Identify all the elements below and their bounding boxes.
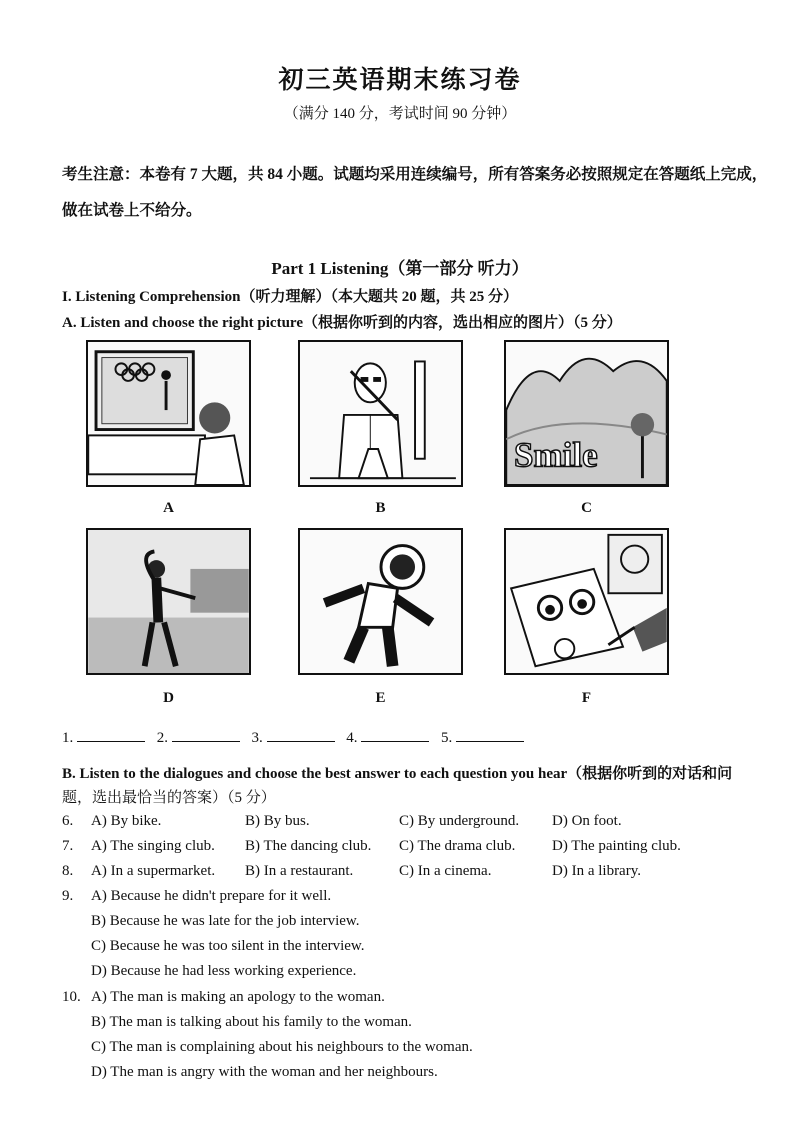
boy-exercising-icon bbox=[88, 530, 249, 673]
boy-watching-olympics-tv-icon bbox=[88, 342, 249, 485]
option: A) The singing club. bbox=[91, 838, 215, 854]
option: A) Because he didn't prepare for it well. bbox=[91, 888, 332, 904]
section-b-heading-line-1: B. Listen to the dialogues and choose the best answer to each question you hear（根据你听到的对话和问 bbox=[62, 766, 733, 782]
picture-a bbox=[86, 340, 251, 487]
part-title: Part 1 Listening（第一部分 听力） bbox=[271, 259, 529, 278]
option: B) Because he was late for the job interview. bbox=[91, 913, 360, 929]
picture-d bbox=[86, 528, 251, 675]
option: B) In a restaurant. bbox=[245, 863, 354, 879]
drawing-faces-icon bbox=[506, 530, 667, 673]
svg-text:Smile: Smile bbox=[514, 435, 598, 475]
option: D) The painting club. bbox=[552, 838, 681, 854]
page-title: 初三英语期末练习卷 bbox=[278, 67, 522, 94]
answer-blank-4[interactable] bbox=[361, 727, 429, 742]
option: A) By bike. bbox=[91, 813, 162, 829]
section-a-heading: A. Listen and choose the right picture（根据你听到的内容，选出相应的图片）（5 分） bbox=[62, 315, 622, 331]
section-b-heading-line-2: 题，选出最恰当的答案）（5 分） bbox=[62, 790, 276, 806]
option: C) By underground. bbox=[399, 813, 520, 829]
option: A) In a supermarket. bbox=[91, 863, 216, 879]
question-number: 10. bbox=[62, 989, 81, 1005]
picture-f bbox=[504, 528, 669, 675]
option: D) The man is angry with the woman and her neighbours. bbox=[91, 1064, 438, 1080]
astronaut-icon bbox=[300, 530, 461, 673]
option: B) The man is talking about his family to the woman. bbox=[91, 1014, 412, 1030]
picture-label-c: C bbox=[581, 500, 592, 516]
option: B) The dancing club. bbox=[245, 838, 372, 854]
option: C) Because he was too silent in the interview. bbox=[91, 938, 365, 954]
option: D) In a library. bbox=[552, 863, 641, 879]
scientist-lab-icon bbox=[300, 342, 461, 485]
answer-blank-1[interactable] bbox=[77, 727, 145, 742]
option: C) In a cinema. bbox=[399, 863, 492, 879]
picture-label-d: D bbox=[163, 690, 174, 706]
answer-blank-3[interactable] bbox=[267, 727, 335, 742]
picture-label-f: F bbox=[581, 690, 592, 706]
picture-label-e: E bbox=[375, 690, 386, 706]
picture-b bbox=[298, 340, 463, 487]
question-number: 6. bbox=[62, 813, 74, 829]
answer-blank-2[interactable] bbox=[172, 727, 240, 742]
notice-line-1: 考生注意：本卷有 7 大题，共 84 小题。试题均采用连续编号，所有答案务必按照规定在答题纸上完成， bbox=[62, 166, 768, 183]
option: C) The drama club. bbox=[399, 838, 516, 854]
blank-number: 3. bbox=[251, 730, 263, 746]
picture-e bbox=[298, 528, 463, 675]
picture-c bbox=[504, 340, 669, 487]
blank-number: 1. bbox=[62, 730, 74, 746]
blank-number: 2. bbox=[156, 730, 168, 746]
blank-number: 5. bbox=[441, 730, 453, 746]
answer-blank-5[interactable] bbox=[456, 727, 524, 742]
option: A) The man is making an apology to the woman. bbox=[91, 989, 385, 1005]
option: C) The man is complaining about his neighbours to the woman. bbox=[91, 1039, 473, 1055]
picture-label-a: A bbox=[163, 500, 174, 516]
notice-line-2: 做在试卷上不给分。 bbox=[62, 202, 202, 219]
question-number: 8. bbox=[62, 863, 74, 879]
blank-number: 4. bbox=[346, 730, 358, 746]
option: D) Because he had less working experience. bbox=[91, 963, 357, 979]
question-number: 9. bbox=[62, 888, 74, 904]
option: B) By bus. bbox=[245, 813, 310, 829]
picture-label-b: B bbox=[375, 500, 386, 516]
section-i-heading: I. Listening Comprehension（听力理解）（本大题共 20 题，共 25 分） bbox=[62, 289, 519, 305]
option: D) On foot. bbox=[552, 813, 622, 829]
smile-mountains-icon bbox=[506, 342, 667, 485]
question-number: 7. bbox=[62, 838, 74, 854]
answer-blanks bbox=[62, 727, 532, 747]
page-subtitle: （满分 140 分，考试时间 90 分钟） bbox=[283, 106, 517, 122]
